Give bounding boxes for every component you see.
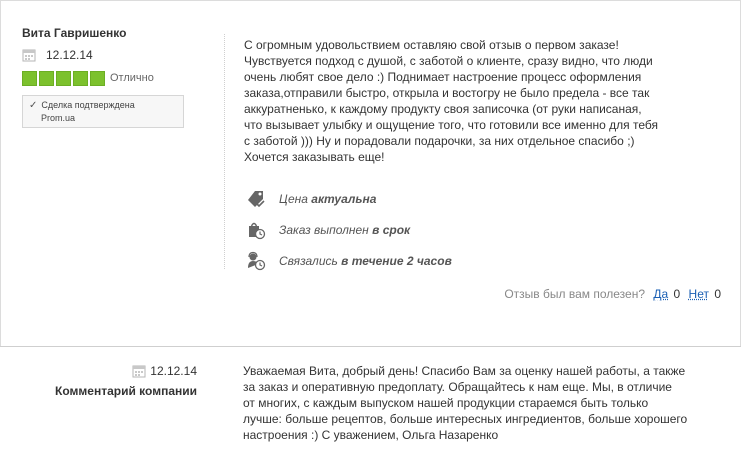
deal-confirmed-badge (22, 95, 184, 128)
rating-star-icon (73, 71, 88, 86)
feature-contacted (246, 245, 546, 276)
review-text (244, 37, 714, 165)
rating-star-icon (22, 71, 37, 86)
deal-confirmed-source: Prom.ua (41, 113, 76, 123)
reviewer-name: Вита Гавришенко (22, 26, 127, 40)
reviewer-info (22, 25, 222, 128)
review-text-line: Хочется заказывать еще! (244, 150, 385, 164)
rating-star-icon (39, 71, 54, 86)
feature-on-time-text: Заказ выполнен в срок (279, 222, 411, 237)
company-reply-line: лучше: больше рецептов, больше интересных ингредиентов, больше хорошего (243, 412, 688, 426)
rating-star-icon (90, 71, 105, 86)
company-reply-line: за заказ и оперативную предоплату. Обращайтесь к нам еще. Мы, в отличие (243, 380, 672, 394)
company-reply-line: от многих, с каждым выпуском нашей продукции стараемся быть только (243, 396, 649, 410)
price-tag-check-icon (246, 189, 266, 209)
review-features (246, 183, 546, 276)
review-text-line: заказа,отправили быстро, открыла и востогру не было предела - все так (244, 86, 650, 100)
review-date-row (22, 47, 222, 63)
company-reply-meta (0, 363, 197, 398)
feature-price-text: Цена актуальна (279, 191, 377, 206)
helpful-no-count: 0 (714, 287, 721, 301)
helpful-yes-link[interactable]: Да (653, 287, 669, 301)
operator-clock-icon (246, 251, 266, 271)
helpful-vote (504, 287, 721, 301)
calendar-icon (132, 364, 146, 378)
feature-on-time (246, 214, 546, 245)
company-reply-line: настроения :) С уважением, Ольга Назаренко (243, 428, 499, 442)
review-text-line: С огромным удовольствием оставляю свой отзыв о первом заказе! (244, 38, 619, 52)
rating-label: Отлично (110, 72, 154, 84)
helpful-question: Отзыв был вам полезен? (504, 287, 645, 301)
review-text-line: что вызывает улыбку и ощущение того, что готовили все именно для тебя (244, 118, 658, 132)
company-reply-label: Комментарий компании (55, 384, 197, 398)
shopping-bag-clock-icon (246, 220, 266, 240)
company-reply-date-row (0, 363, 197, 379)
calendar-icon (22, 48, 36, 62)
company-reply-line: Уважаемая Вита, добрый день! Спасибо Вам за оценку нашей работы, а также (243, 364, 686, 378)
review-text-line: Чувствуется подход с душой, с заботой о клиенте, сразу видно, что люди (244, 54, 653, 68)
company-reply-text (243, 363, 723, 443)
feature-contacted-text: Связались в течение 2 часов (279, 253, 452, 268)
review-text-line: с заботой ))) Ну и порадовали подарочки, за них отдельное спасибо ;) (244, 134, 635, 148)
company-reply (0, 346, 741, 460)
helpful-no-link[interactable]: Нет (688, 287, 709, 301)
checkmark-icon: ✓ (29, 100, 38, 111)
helpful-yes-count: 0 (673, 287, 681, 301)
company-reply-date: 12.12.14 (150, 364, 197, 378)
deal-confirmed-text: Сделка подтверждена (41, 100, 135, 110)
review-date: 12.12.14 (46, 48, 93, 62)
vertical-divider (224, 34, 225, 269)
feature-price (246, 183, 546, 214)
review-text-line: очень любят свое дело :) Поднимает настроение процесс оформления (244, 70, 642, 84)
rating (22, 69, 222, 87)
review-text-line: аккуратненько, к каждому продукту своя записочка (от руки написаная, (244, 102, 642, 116)
rating-star-icon (56, 71, 71, 86)
